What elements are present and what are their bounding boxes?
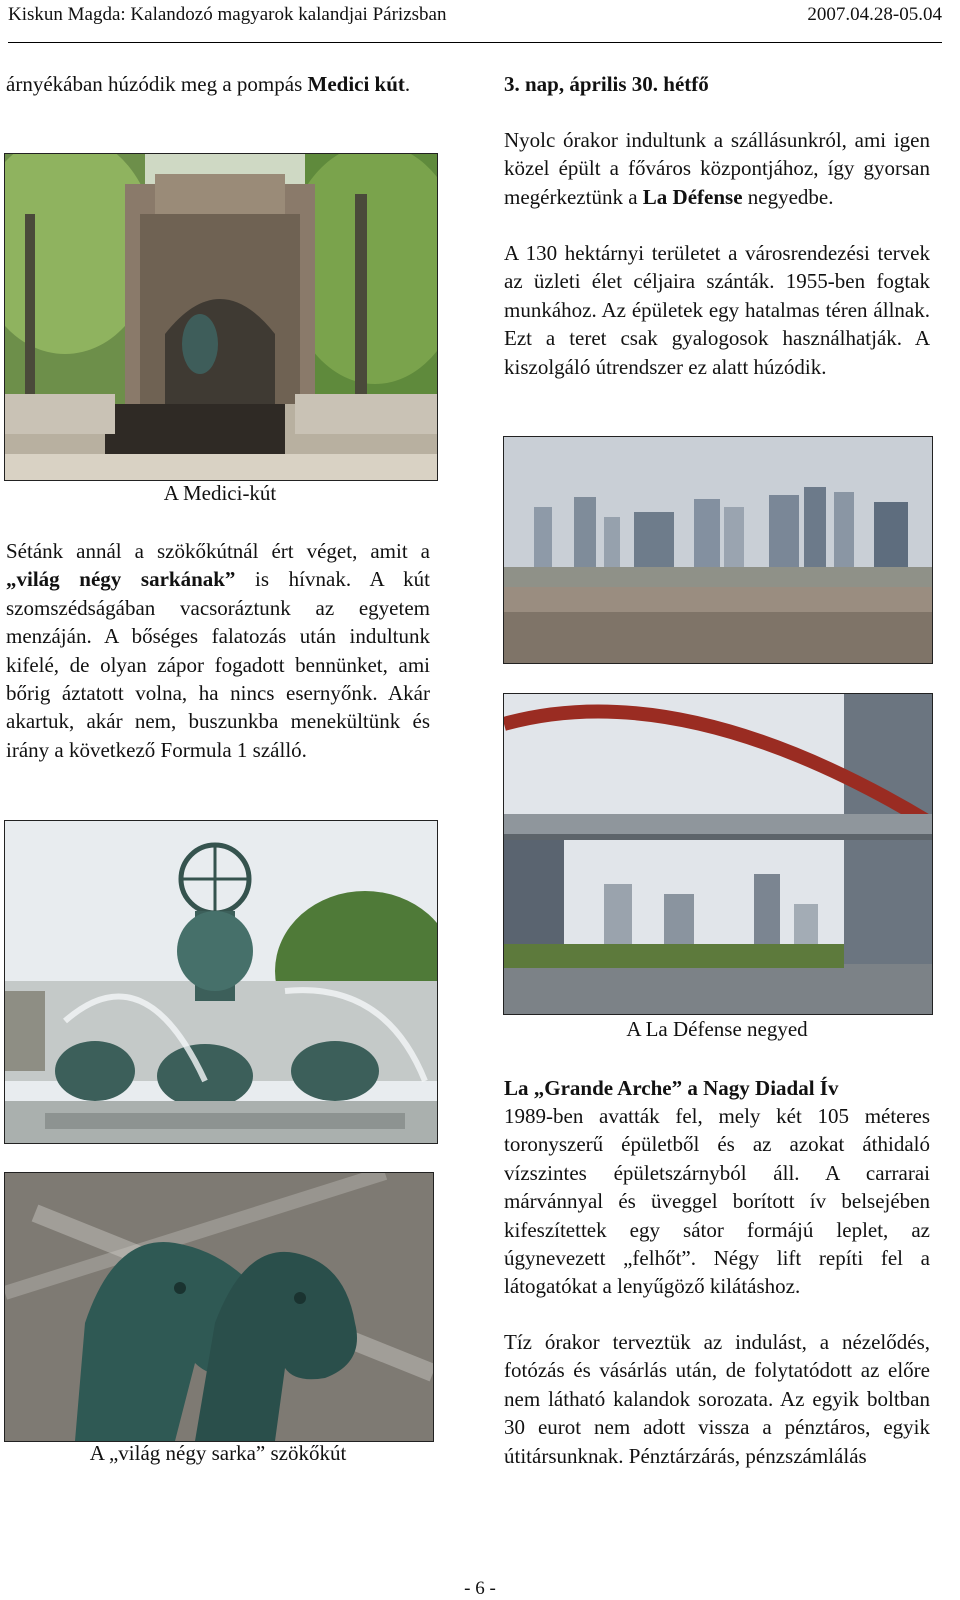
defense-caption: A La Défense negyed bbox=[626, 1017, 808, 1041]
page-number: - 6 - bbox=[464, 1578, 496, 1599]
medici-caption: A Medici-kút bbox=[163, 481, 277, 505]
intro-end: . bbox=[404, 72, 411, 96]
header-date: 2007.04.28-05.04 bbox=[807, 4, 942, 25]
day-heading bbox=[504, 70, 930, 98]
walk-text-a: Sétánk annál a szökőkútnál ért véget, amit a bbox=[6, 539, 430, 563]
medici-name: Medici kút bbox=[307, 72, 405, 96]
horses-closeup-photo bbox=[4, 1172, 434, 1442]
arche-paragraph: 1989-ben avatták fel, mely két 105 méteres toronyszerű épületből és az azokat áthidaló vízszintes épületszárnyból áll. A carrarai márvánnyal és üveggel borított ív belsejében kifeszítettek egy sátor formájú leplet, az úgynevezett „felhőt”. Négy lift repíti fel a látogatókat a lenyűgöző kilátáshoz. bbox=[504, 1104, 930, 1299]
la-defense-arch-bridge-photo bbox=[503, 693, 933, 1015]
walk-paragraph bbox=[6, 537, 430, 764]
intro-paragraph bbox=[6, 70, 430, 98]
arrival-end: negyedbe. bbox=[742, 184, 834, 209]
header-title: Kiskun Magda: Kalandozó magyarok kalandjai Párizsban bbox=[8, 4, 447, 25]
walk-fountain-name: „világ négy sarkának” bbox=[6, 567, 236, 592]
day-heading-text: 3. nap, április 30. hétfő bbox=[504, 72, 709, 96]
running-header bbox=[8, 2, 942, 43]
fountain-caption: A „világ négy sarka” szökőkút bbox=[89, 1441, 347, 1465]
arche-heading-text: La „Grande Arche” a Nagy Diadal Ív bbox=[504, 1076, 839, 1100]
four-corners-fountain-photo bbox=[4, 820, 438, 1144]
arche-heading bbox=[504, 1074, 930, 1102]
adventure-paragraph: Tíz órakor terveztük az indulást, a nézelődés, fotózás és vásárlás után, de folytatódott az előre nem látható kalandok sorozata. Az egyik boltban 30 eurot nem adott vissza a pénztáros, egyik útitársunknak. Pénztárzárás, pénzszámlálás bbox=[504, 1330, 930, 1468]
la-defense-skyline-photo bbox=[503, 436, 933, 664]
intro-text: árnyékában húzódik meg a pompás bbox=[6, 72, 308, 96]
arrival-text: Nyolc órakor indultunk a szállásunkról, ami igen közel épült a főváros központjához, így gyorsan megérkeztünk a bbox=[504, 128, 930, 209]
walk-text-b: is hívnak. A kút szomszédságában vacsoráztunk az egyetem menzáján. A bőséges falatozás után indultunk kifelé, de olyan zápor fogadott bennünket, ami bőrig áztatott volna, ha nincs esernyőnk. Akár akartuk, akár nem, buszunkba menekültünk és irány a következő Formula 1 szálló. bbox=[6, 567, 430, 762]
la-defense-name: La Défense bbox=[642, 184, 743, 209]
arrival-paragraph bbox=[504, 126, 930, 211]
area-paragraph: A 130 hektárnyi területet a városrendezési tervek az üzleti élet céljaira szánták. 1955-ben fogtak munkához. Az épületek egy hatalmas téren állnak. Ezt a teret csak gyalogosok használhatják. A kiszolgáló útrendszer ez alatt húzódik. bbox=[504, 241, 930, 379]
medici-fountain-photo bbox=[4, 153, 438, 481]
